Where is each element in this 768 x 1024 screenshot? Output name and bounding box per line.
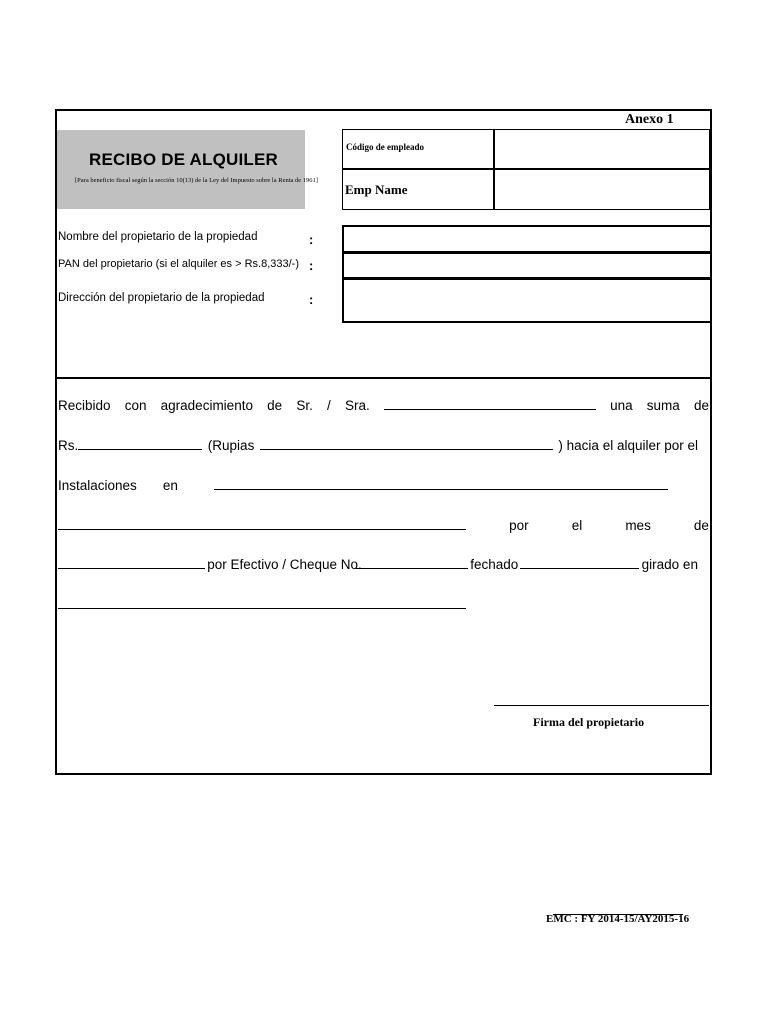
receipt-line-4: [58, 515, 709, 533]
word: mes: [625, 518, 651, 533]
premises-label: Instalaciones: [58, 478, 137, 493]
word: por: [509, 518, 529, 533]
owner-pan-label: PAN del propietario (si el alquiler es > Rs.8,333/-): [58, 258, 299, 270]
word: con: [124, 398, 147, 413]
owner-pan-colon: :: [309, 258, 314, 273]
signature-line[interactable]: [494, 705, 709, 706]
drawn-on-label: girado en: [641, 557, 698, 572]
receipt-line-6: [58, 594, 709, 609]
rupias-label: (Rupias: [207, 438, 255, 453]
word: Sra.: [344, 398, 370, 413]
employee-name-label: Emp Name: [345, 182, 408, 197]
form-title: RECIBO DE ALQUILER: [89, 150, 279, 169]
employee-code-label: Código de empleado: [346, 142, 425, 152]
word: /: [327, 398, 331, 413]
word: de: [693, 398, 709, 413]
receipt-line-3: [58, 475, 668, 493]
owner-name-field[interactable]: [342, 225, 712, 254]
receipt-line-1: [58, 395, 709, 413]
owner-address-field[interactable]: [342, 277, 712, 323]
date-blank[interactable]: [520, 554, 639, 569]
receipt-line-2: [58, 435, 698, 453]
word: Recibido: [58, 398, 111, 413]
signature-label: Firma del propietario: [533, 715, 645, 729]
word: agradecimiento: [160, 398, 253, 413]
owner-address-label: Dirección del propietario de la propiedad: [58, 292, 265, 304]
receipt-line-5: [58, 554, 698, 572]
payer-name-blank[interactable]: [384, 395, 596, 410]
bank-name-blank[interactable]: [58, 594, 466, 609]
employee-code-field[interactable]: [493, 129, 710, 170]
word: una: [610, 398, 633, 413]
section-divider: [55, 377, 710, 379]
premises-address-blank-2[interactable]: [58, 515, 466, 530]
word: el: [571, 518, 583, 533]
footer-code: EMC : FY 2014-15/AY2015-16: [546, 913, 690, 925]
owner-name-colon: :: [309, 232, 314, 247]
amount-words-blank[interactable]: [260, 435, 553, 450]
rent-text: ) hacia el alquiler por el: [558, 438, 698, 453]
word: suma: [646, 398, 680, 413]
cheque-number-blank[interactable]: [356, 554, 468, 569]
word: de: [693, 518, 709, 533]
word: Sr.: [296, 398, 313, 413]
owner-pan-field[interactable]: [342, 251, 712, 280]
month-blank[interactable]: [58, 554, 205, 569]
amount-blank[interactable]: [78, 435, 202, 450]
owner-address-colon: :: [309, 292, 314, 307]
annex-label: Anexo 1: [625, 112, 674, 127]
word: de: [267, 398, 283, 413]
owner-name-label: Nombre del propietario de la propiedad: [58, 231, 258, 243]
dated-label: fechado: [470, 557, 519, 572]
payment-mode-label: por Efectivo / Cheque No.: [207, 557, 362, 572]
word: en: [162, 478, 178, 493]
employee-name-field[interactable]: [493, 168, 710, 210]
rs-label: Rs.: [58, 438, 79, 453]
form-subtitle: [Para beneficio fiscal según la sección 10(13) de la Ley del Impuesto sobre la Renta de 1961]: [75, 177, 318, 184]
premises-address-blank[interactable]: [214, 475, 668, 490]
